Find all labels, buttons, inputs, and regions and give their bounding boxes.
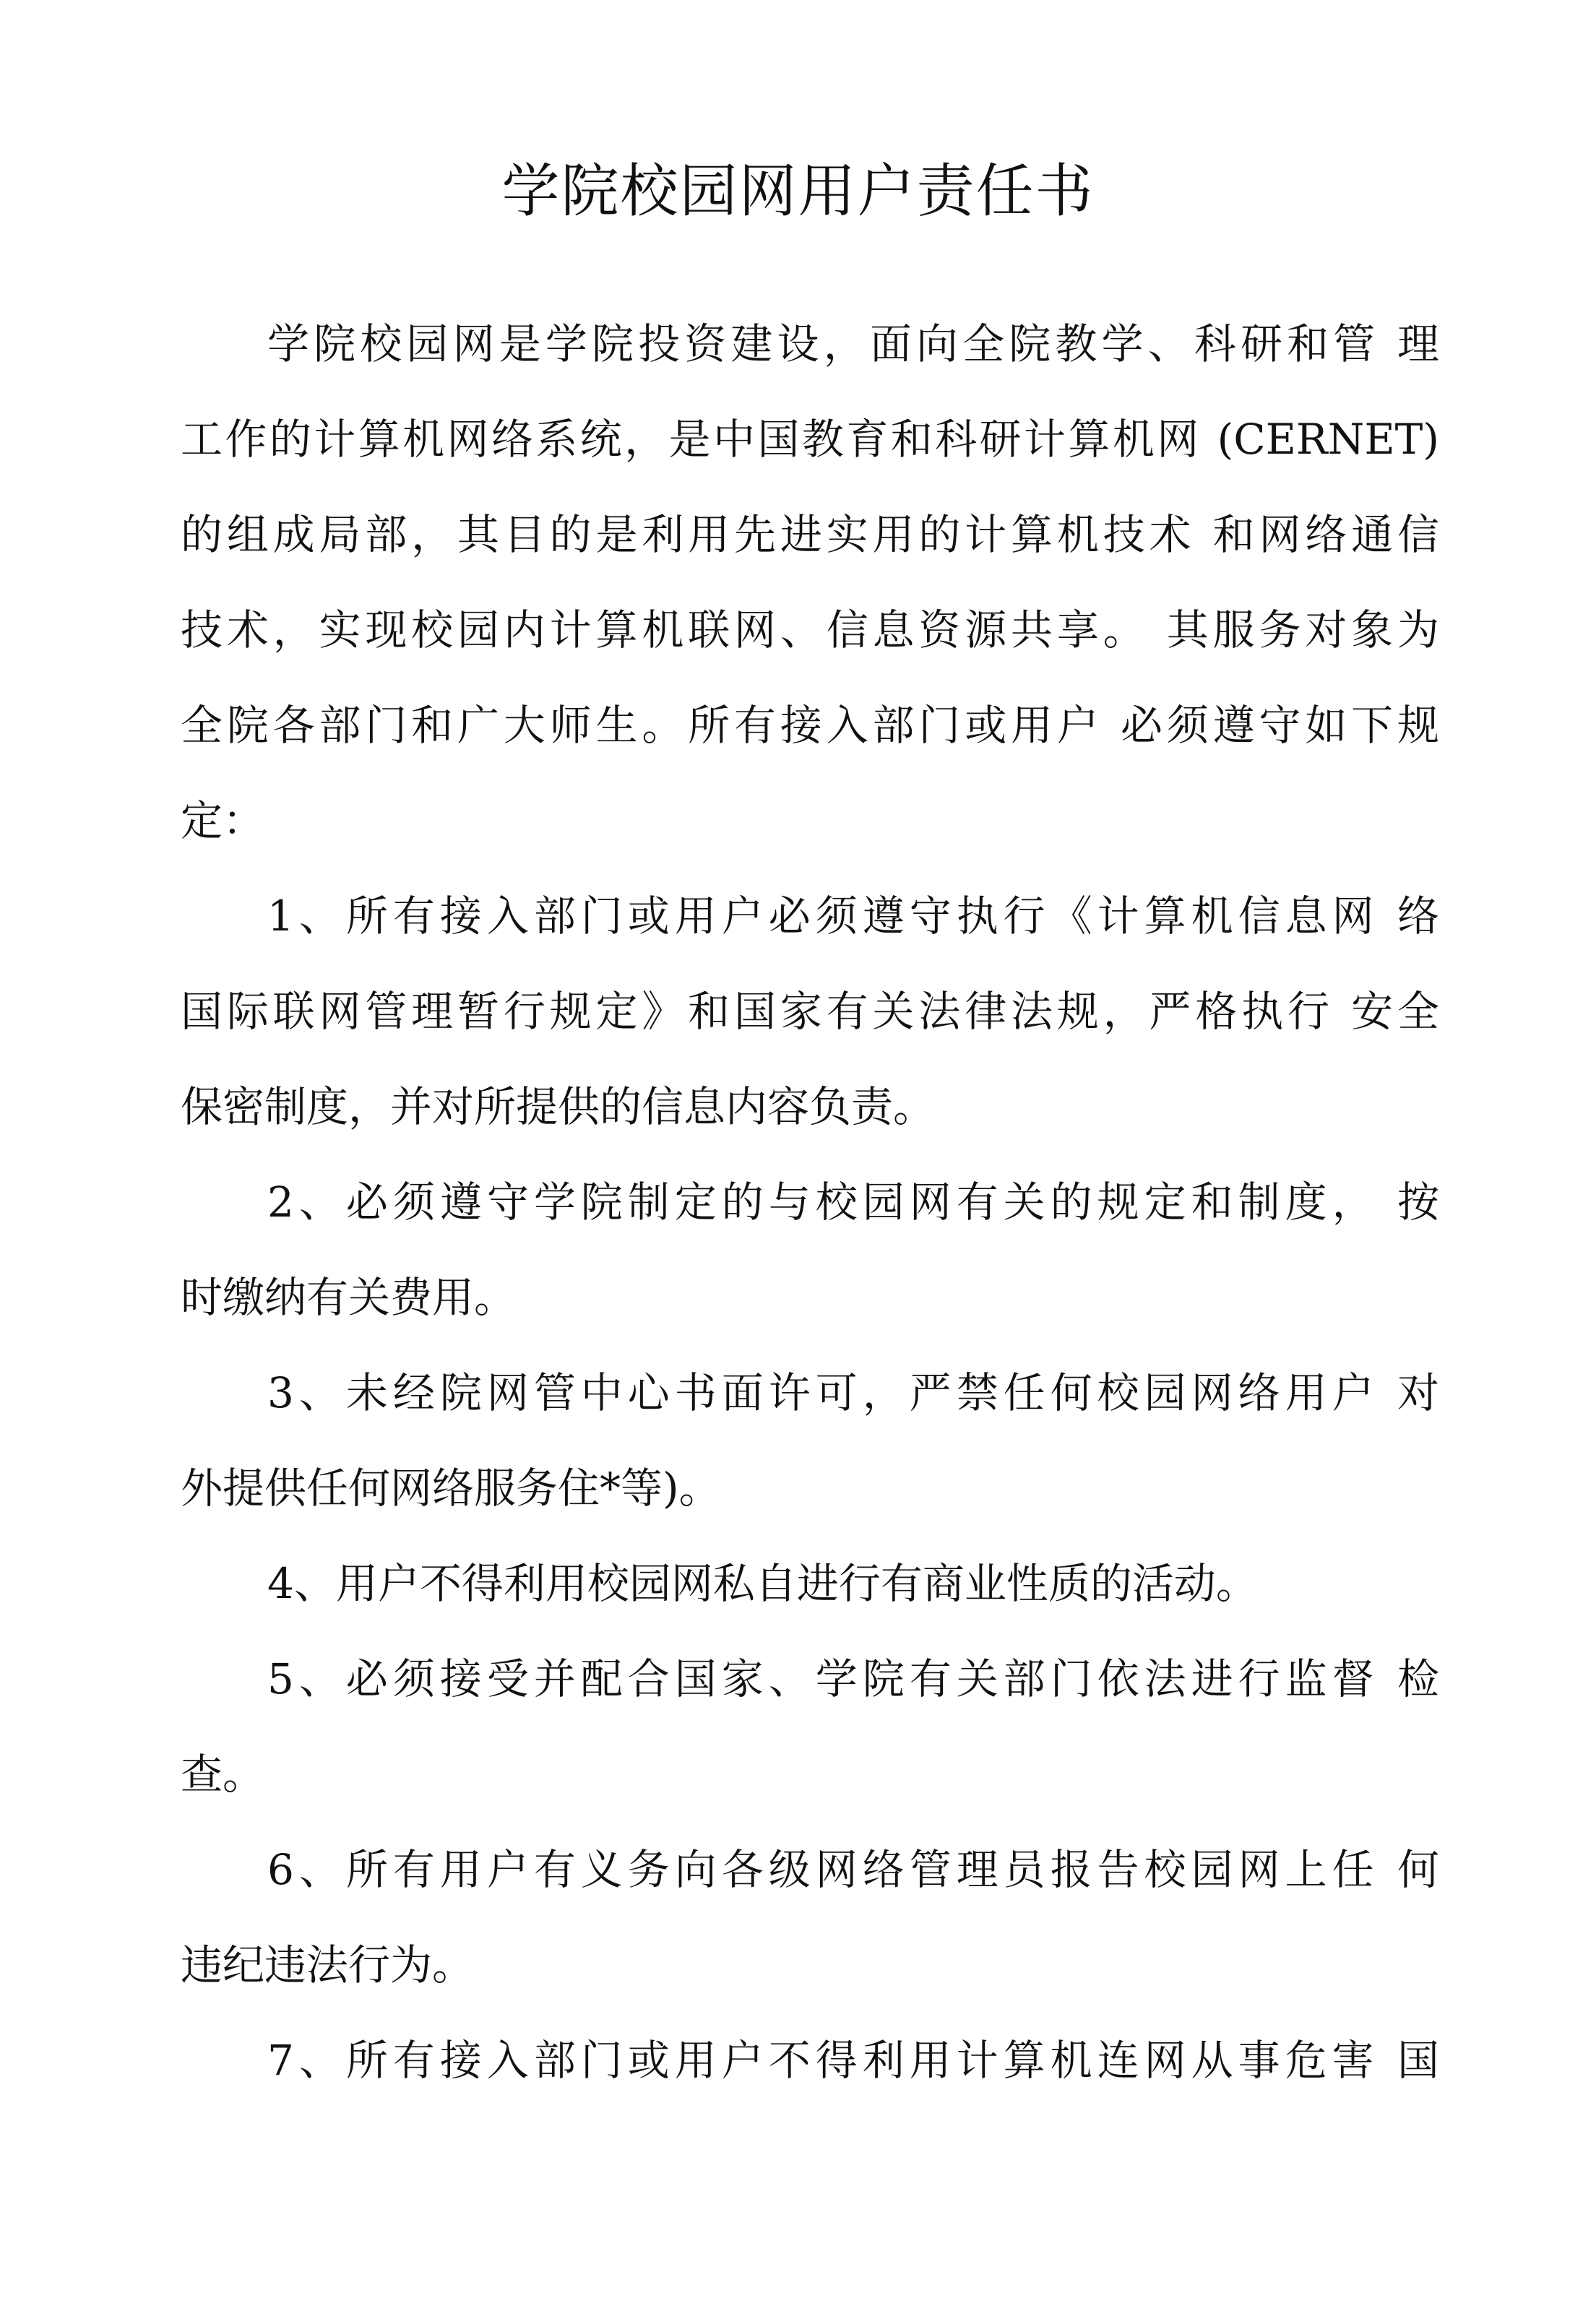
rule-7-line-1: 7、所有接入部门或用户不得利用计算机连网从事危害 国 <box>267 2036 1439 2085</box>
rule-3-line-1: 3、未经院网管中心书面许可，严禁任何校园网络用户 对 <box>267 1368 1439 1417</box>
rule-1-line-2: 国际联网管理暂行规定》和国家有关法律法规，严格执行 安全 <box>181 987 1439 1036</box>
rule-5-line-2: 查。 <box>181 1750 265 1799</box>
rule-6-line-2: 违纪违法行为。 <box>181 1940 475 1990</box>
rule-6-line-1: 6、所有用户有义务向各级网络管理员报告校园网上任 何 <box>267 1845 1439 1894</box>
intro-line-4: 技术，实现校园内计算机联网、信息资源共享。 其服务对象为 <box>181 605 1439 655</box>
rule-2-line-2: 时缴纳有关费用。 <box>181 1273 517 1322</box>
rule-1-line-1: 1、所有接入部门或用户必须遵守执行《计算机信息网 络 <box>267 891 1439 941</box>
document-title: 学院校园网用户责任书 <box>501 157 1095 225</box>
intro-line-1: 学院校园网是学院投资建设，面向全院教学、科研和管 理 <box>267 319 1439 368</box>
rule-5-line-1: 5、必须接受并配合国家、学院有关部门依法进行监督 检 <box>267 1654 1439 1703</box>
rule-4-line-1: 4、用户不得利用校园网私自进行有商业性质的活动。 <box>267 1559 1258 1608</box>
intro-line-6: 定： <box>181 796 265 845</box>
intro-line-3: 的组成局部，其目的是利用先进实用的计算机技术 和网络通信 <box>181 510 1439 559</box>
document-body <box>181 296 1439 2108</box>
rule-2-line-1: 2、必须遵守学院制定的与校园网有关的规定和制度， 按 <box>267 1178 1439 1227</box>
rule-1-line-3: 保密制度，并对所提供的信息内容负责。 <box>181 1082 936 1131</box>
intro-line-2: 工作的计算机网络系统，是中国教育和科研计算机网 (CERNET) <box>181 415 1439 464</box>
rule-3-line-2: 外提供任何网络服务住*等)。 <box>181 1464 721 1513</box>
intro-line-5: 全院各部门和广大师生。所有接入部门或用户 必须遵守如下规 <box>181 701 1439 750</box>
